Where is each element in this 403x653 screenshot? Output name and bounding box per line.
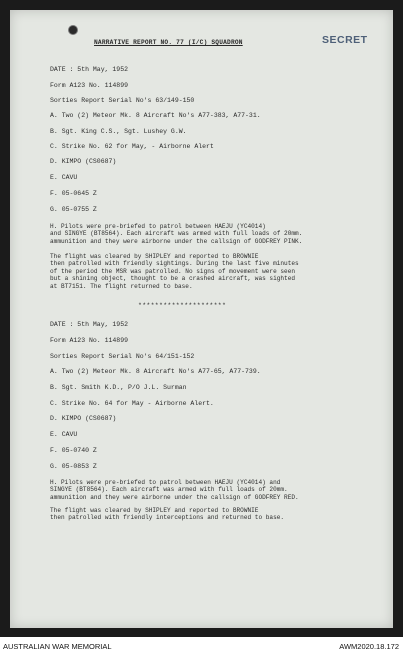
sortie-1-item-f: F. 05-0645 Z: [50, 190, 97, 197]
sortie-2-narrative-line-1: The flight was cleared by SHIPLEY and reported to BROWNIE: [50, 507, 259, 514]
sortie-2-item-g: G. 05-0853 Z: [50, 463, 97, 470]
sortie-2-item-b: B. Sgt. Smith K.D., P/O J.L. Surman: [50, 384, 187, 391]
sortie-2-item-f: F. 05-0740 Z: [50, 447, 97, 454]
sortie-2-h-line-2: SINGYE (BT8564). Each aircraft was armed with full loads of 20mm.: [50, 486, 288, 494]
sortie-2-item-e: E. CAVU: [50, 431, 78, 438]
sortie-1-form: Form A123 No. 114899: [50, 82, 129, 89]
sortie-1-item-a: A. Two (2) Meteor Mk. 8 Aircraft No's A77-383, A77-31.: [50, 112, 261, 119]
section-separator: *********************: [138, 302, 227, 309]
sortie-1-item-d: D. KIMPO (CS0687): [50, 158, 117, 165]
sortie-2-serials: Sorties Report Serial No's 64/151-152: [50, 353, 195, 360]
footer-accession-number: AWM2020.18.172: [339, 642, 399, 651]
sortie-2-narrative-line-2: then patrolled with friendly interceptions and returned to base.: [50, 514, 285, 522]
secret-stamp: SECRET: [322, 34, 368, 46]
footer-institution: AUSTRALIAN WAR MEMORIAL: [3, 642, 112, 651]
sortie-2-h-line-3: ammunition and they were airborne under the callsign of GODFREY RED.: [50, 493, 299, 501]
sortie-1-h-line-3: ammunition and they were airborne under the callsign of GODFREY PINK.: [50, 237, 303, 245]
sortie-1-narrative: [50, 253, 299, 290]
sortie-1-h-line-1: H. Pilots were pre-briefed to patrol between HAEJU (YC4014): [50, 223, 266, 230]
sortie-2-item-a: A. Two (2) Meteor Mk. 8 Aircraft No's A77-65, A77-739.: [50, 368, 261, 375]
sortie-2-h-line-1: H. Pilots were pre-briefed to patrol between HAEJU (YC4014) and: [50, 479, 281, 486]
sortie-1-narrative-line-1: The flight was cleared by SHIPLEY and reported to BROWNIE: [50, 253, 259, 260]
punch-hole: [69, 26, 77, 34]
sortie-1-date: DATE : 5th May, 1952: [50, 66, 129, 73]
sortie-1-item-g: G. 05-0755 Z: [50, 206, 97, 213]
sortie-2-narrative: [50, 507, 284, 522]
sortie-1-narrative-line-4: but a shining object, thought to be a crashed aircraft, was sighted: [50, 275, 296, 283]
sortie-1-narrative-line-5: at BT7151. The flight returned to base.: [50, 282, 193, 290]
sortie-2-item-h: [50, 479, 299, 501]
report-heading: NARRATIVE REPORT NO. 77 (I/C) SQUADRON: [94, 39, 243, 46]
sortie-2-form: Form A123 No. 114899: [50, 337, 129, 344]
sortie-1-item-b: B. Sgt. King C.S., Sgt. Lushey G.W.: [50, 128, 187, 135]
sortie-1-narrative-line-2: then patrolled with friendly sightings. During the last five minutes: [50, 260, 299, 268]
sortie-1-h-line-2: and SINGYE (BT8564). Each aircraft was armed with full loads of 20mm.: [50, 230, 303, 238]
sortie-2-date: DATE : 5th May, 1952: [50, 321, 129, 328]
document-page: [10, 10, 393, 628]
sortie-2-item-d: D. KIMPO (CS0687): [50, 415, 117, 422]
sortie-1-item-c: C. Strike No. 62 for May, - Airborne Alert: [50, 143, 214, 150]
sortie-1-serials: Sorties Report Serial No's 63/149-150: [50, 97, 195, 104]
sortie-1-narrative-line-3: of the period the MSR was patrolled. No signs of movement were seen: [50, 267, 296, 275]
sortie-1-item-h: [50, 223, 302, 245]
sortie-1-item-e: E. CAVU: [50, 174, 78, 181]
sortie-2-item-c: C. Strike No. 64 for May - Airborne Alert.: [50, 400, 214, 407]
